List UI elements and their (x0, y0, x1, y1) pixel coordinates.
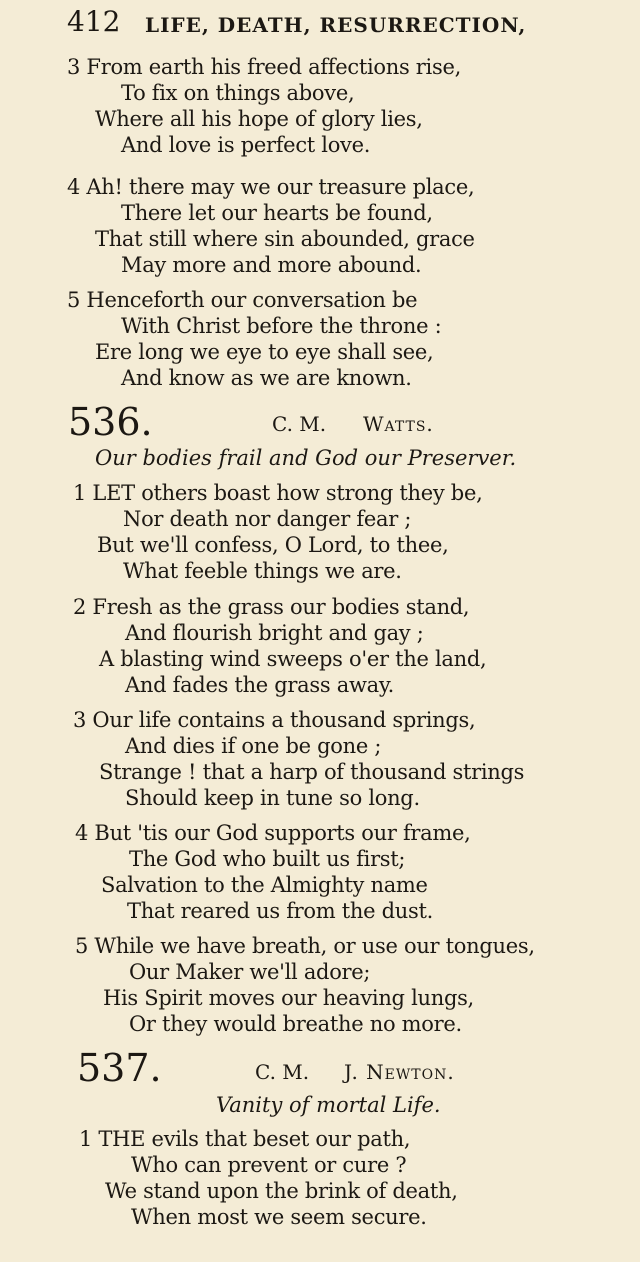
verse-line: But we'll confess, O Lord, to thee, (97, 533, 449, 557)
verse-line: And know as we are known. (121, 366, 412, 390)
hymn-number: 537. (77, 1046, 162, 1090)
verse-line: A blasting wind sweeps o'er the land, (99, 647, 487, 671)
hymn-title: Our bodies frail and God our Preserver. (95, 446, 517, 470)
verse-line: Where all his hope of glory lies, (95, 107, 423, 131)
verse-line: We stand upon the brink of death, (105, 1179, 458, 1203)
hymn-meter: C. M. (255, 1060, 310, 1084)
verse-line: And flourish bright and gay ; (125, 621, 424, 645)
verse-line: To fix on things above, (121, 81, 355, 105)
hymn-meter: C. M. (272, 412, 327, 436)
verse-line: And love is perfect love. (121, 133, 371, 157)
verse-line: With Christ before the throne : (121, 314, 442, 338)
verse-line: Who can prevent or cure ? (131, 1153, 407, 1177)
hymn-author: Watts. (363, 412, 434, 436)
verse-line: There let our hearts be found, (121, 201, 433, 225)
verse-line: 4 Ah! there may we our treasure place, (67, 175, 475, 199)
verse-line: 3 From earth his freed affections rise, (67, 55, 461, 79)
page-number: 412 (67, 5, 121, 38)
verse-line: May more and more abound. (121, 253, 422, 277)
verse-line: Ere long we eye to eye shall see, (95, 340, 434, 364)
hymn-author: J. Newton. (344, 1060, 455, 1084)
verse-line: When most we seem secure. (131, 1205, 427, 1229)
verse-line: And dies if one be gone ; (125, 734, 382, 758)
verse-line: 1 THE evils that beset our path, (79, 1127, 411, 1151)
verse-line: Or they would breathe no more. (129, 1012, 462, 1036)
verse-line: That reared us from the dust. (127, 899, 433, 923)
verse-line: 3 Our life contains a thousand springs, (73, 708, 476, 732)
verse-line: His Spirit moves our heaving lungs, (103, 986, 474, 1010)
verse-line: Nor death nor danger fear ; (123, 507, 412, 531)
running-title: LIFE, DEATH, RESURRECTION, (145, 13, 527, 37)
verse-line: Strange ! that a harp of thousand strings (99, 760, 525, 784)
hymn-number: 536. (68, 400, 153, 444)
verse-line: 5 While we have breath, or use our tongues, (75, 934, 535, 958)
verse-line: And fades the grass away. (125, 673, 394, 697)
verse-line: 2 Fresh as the grass our bodies stand, (73, 595, 470, 619)
verse-line: 1 LET others boast how strong they be, (73, 481, 483, 505)
verse-line: Salvation to the Almighty name (101, 873, 428, 897)
verse-line: Our Maker we'll adore; (129, 960, 371, 984)
verse-line: 5 Henceforth our conversation be (67, 288, 418, 312)
verse-line: That still where sin abounded, grace (95, 227, 475, 251)
verse-line: The God who built us first; (129, 847, 406, 871)
hymn-title: Vanity of mortal Life. (216, 1093, 441, 1117)
verse-line: What feeble things we are. (123, 559, 402, 583)
verse-line: 4 But 'tis our God supports our frame, (75, 821, 471, 845)
verse-line: Should keep in tune so long. (125, 786, 420, 810)
